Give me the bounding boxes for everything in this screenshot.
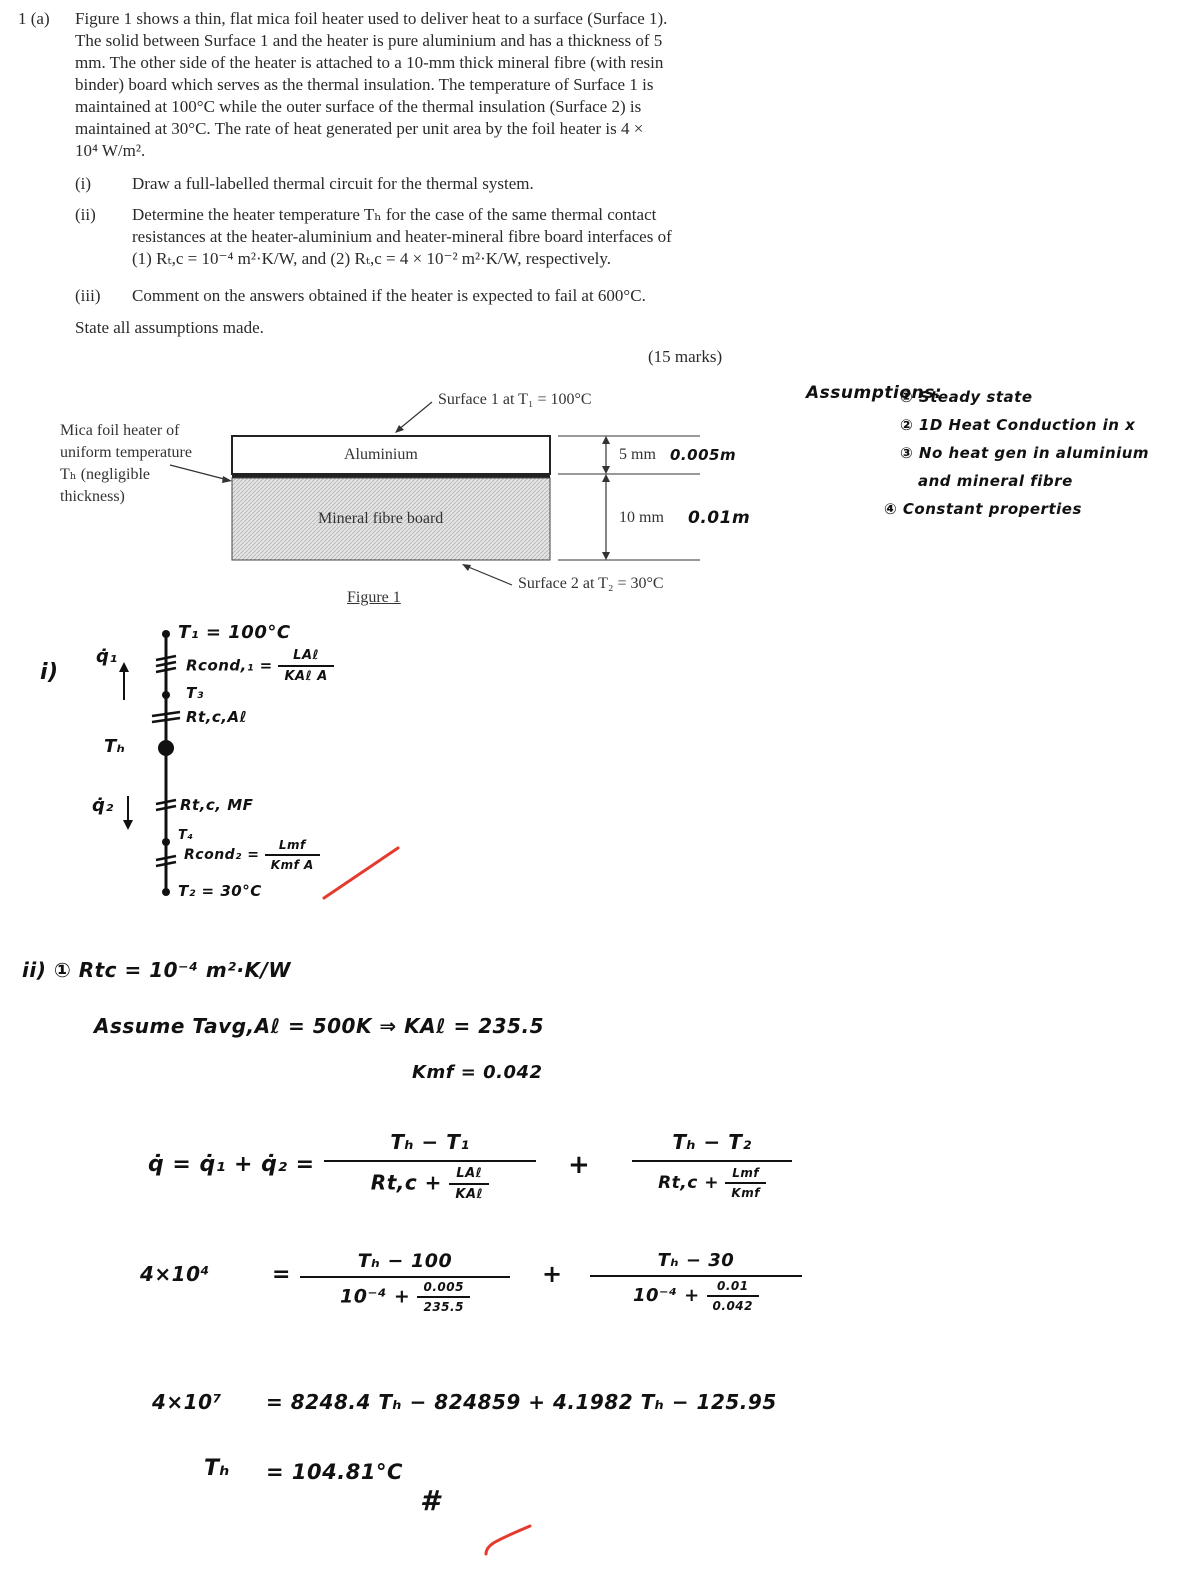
eq2-den2: 10⁻⁴ + xyxy=(632,1285,700,1306)
eq2-den2-row xyxy=(590,1277,802,1313)
assumptions-note: State all assumptions made. xyxy=(75,318,264,337)
eq2-den1: 10⁻⁴ + xyxy=(340,1285,411,1308)
circuit-q1: q̇₁ xyxy=(96,646,118,667)
eq2-den1-row xyxy=(300,1278,510,1314)
intro-line: 10⁴ W/m². xyxy=(75,141,146,160)
eq2-fraction-1 xyxy=(300,1250,510,1314)
rcond1-text: Rcond,₁ = xyxy=(186,656,273,675)
eq3-right: = 8248.4 Tₕ − 824859 + 4.1982 Tₕ − 125.95 xyxy=(266,1390,777,1414)
intro-line: maintained at 100°C while the outer surface of the thermal insulation (Surface 2) is xyxy=(75,97,642,116)
eq1-den2-den: Kmf xyxy=(731,1186,760,1200)
part-ii-number: (ii) xyxy=(75,205,96,224)
circuit-t4: T₄ xyxy=(178,828,194,843)
intro-line: Figure 1 shows a thin, flat mica foil heater used to deliver heat to a surface (Surface 1). xyxy=(75,9,668,28)
figure-caption: Figure 1 xyxy=(347,589,401,606)
surface-1-label: Surface 1 at T₁ = 100°C xyxy=(438,391,592,408)
rcond2-num: Lmf xyxy=(265,838,320,856)
eq1-fraction-1 xyxy=(324,1130,536,1202)
eq2-den1-den: 235.5 xyxy=(423,1300,464,1314)
dimension-aluminium: 5 mm xyxy=(619,446,656,463)
circuit-rtc-al: Rt,c,Aℓ xyxy=(186,708,248,726)
surface-2-label: Surface 2 at T₂ = 30°C xyxy=(518,575,664,592)
eq1-den2-row xyxy=(632,1162,792,1200)
heater-label-line: uniform temperature xyxy=(60,444,192,461)
circuit-rtc-mf: Rt,c, MF xyxy=(180,796,254,814)
intro-line: mm. The other side of the heater is attached to a 10-mm thick mineral fibre (with resin xyxy=(75,53,664,72)
eq4-result: = 104.81°C xyxy=(266,1460,403,1484)
question-intro xyxy=(75,8,755,162)
rcond1-den: KAℓ A xyxy=(284,669,328,684)
kmf-value: Kmf = 0.042 xyxy=(412,1062,543,1083)
intro-line: The solid between Surface 1 and the heater is pure aluminium and has a thickness of 5 xyxy=(75,31,663,50)
part-i-label: i) xyxy=(40,660,59,685)
heater-label xyxy=(60,420,192,508)
eq4-left: Tₕ xyxy=(204,1456,231,1481)
heater-label-line: Tₕ (negligible xyxy=(60,466,151,483)
part-ii-line: resistances at the heater-aluminium and heater-mineral fibre board interfaces of xyxy=(132,227,672,246)
eq2-num1: Tₕ − 100 xyxy=(300,1250,510,1278)
eq2-fraction-2 xyxy=(590,1250,802,1313)
eq1-den1: Rt,c + xyxy=(370,1170,442,1195)
grader-tick-mark-2 xyxy=(480,1520,540,1560)
mineral-fibre-label: Mineral fibre board xyxy=(318,510,444,527)
eq2-left: 4×10⁴ xyxy=(140,1262,210,1286)
part-ii-line: Determine the heater temperature Tₕ for the case of the same thermal contact xyxy=(132,205,657,224)
intro-line: binder) board which serves as the thermal insulation. The temperature of Surface 1 is xyxy=(75,75,654,94)
part-i-number: (i) xyxy=(75,174,92,193)
dim-al-note: 0.005m xyxy=(670,446,737,464)
question-number: 1 (a) xyxy=(18,9,50,28)
circuit-t2: T₂ = 30°C xyxy=(178,882,262,900)
part-ii-assume: Assume Tavg,Aℓ = 500K ⇒ KAℓ = 235.5 xyxy=(94,1014,544,1038)
eq1-plus: + xyxy=(568,1150,591,1180)
eq1-left: q̇ = q̇₁ + q̇₂ = xyxy=(148,1152,315,1177)
assumption-item: and mineral fibre xyxy=(918,472,1073,490)
eq1-fraction-2 xyxy=(632,1130,792,1200)
rcond1-num: LAℓ xyxy=(278,648,333,667)
assumption-item: ② 1D Heat Conduction in x xyxy=(900,416,1136,434)
assumption-item: ① Steady state xyxy=(900,388,1033,406)
heater-label-line: Mica foil heater of xyxy=(60,422,180,439)
circuit-rcond2 xyxy=(184,838,320,872)
rcond2-text: Rcond₂ = xyxy=(184,847,260,863)
circuit-t1: T₁ = 100°C xyxy=(178,622,291,643)
aluminium-label: Aluminium xyxy=(344,446,418,463)
rcond2-den: Kmf A xyxy=(270,858,314,872)
eq1-num2: Tₕ − T₂ xyxy=(632,1130,792,1162)
eq1-den2-fraction xyxy=(725,1166,766,1200)
eq1-den2: Rt,c + xyxy=(658,1173,719,1193)
rcond2-fraction xyxy=(265,838,320,872)
rcond1-fraction xyxy=(278,648,333,684)
part-ii-line: (1) Rₜ,c = 10⁻⁴ m²·K/W, and (2) Rₜ,c = 4 × 10⁻² m²·K/W, respectively. xyxy=(132,249,612,268)
eq2-equals: = xyxy=(272,1262,291,1287)
intro-line: maintained at 30°C. The rate of heat generated per unit area by the foil heater is 4 × xyxy=(75,119,644,138)
circuit-rcond1 xyxy=(186,648,334,684)
eq1-den2-num: Lmf xyxy=(725,1166,766,1184)
eq1-den1-den: KAℓ xyxy=(455,1187,484,1202)
eq2-den2-den: 0.042 xyxy=(712,1299,754,1313)
assumption-item: ③ No heat gen in aluminium xyxy=(900,444,1150,462)
part-iii-number: (iii) xyxy=(75,286,101,305)
eq3-left: 4×10⁷ xyxy=(152,1390,222,1414)
eq1-den1-fraction xyxy=(449,1166,489,1202)
part-i-text: Draw a full-labelled thermal circuit for the thermal system. xyxy=(132,174,534,193)
eq2-plus: + xyxy=(542,1260,563,1288)
eq1-num1: Tₕ − T₁ xyxy=(324,1130,536,1162)
final-answer-mark: # xyxy=(420,1484,440,1517)
circuit-th: Tₕ xyxy=(104,736,126,757)
dimension-mineral-fibre: 10 mm xyxy=(619,509,664,526)
eq2-den2-fraction xyxy=(707,1279,759,1313)
eq1-den1-num: LAℓ xyxy=(449,1166,489,1185)
grader-tick-mark xyxy=(320,842,404,902)
assumption-item: ④ Constant properties xyxy=(884,500,1082,518)
part-iii-text: Comment on the answers obtained if the heater is expected to fail at 600°C. xyxy=(132,286,646,305)
part-ii-line1: ii) ① Rtc = 10⁻⁴ m²·K/W xyxy=(22,958,291,982)
eq2-den1-fraction xyxy=(417,1280,469,1314)
eq2-num2: Tₕ − 30 xyxy=(590,1250,802,1277)
eq2-den2-num: 0.01 xyxy=(707,1279,759,1297)
circuit-t3: T₃ xyxy=(186,684,204,702)
heater-label-line: thickness) xyxy=(60,488,125,505)
circuit-q2: q̇₂ xyxy=(92,795,114,816)
eq1-den1-row xyxy=(324,1162,536,1202)
assumptions-list xyxy=(884,383,1150,523)
part-ii-text xyxy=(132,204,752,270)
assumptions-title: Assumptions: xyxy=(806,383,943,403)
dim-mf-note: 0.01m xyxy=(688,508,751,528)
eq2-den1-num: 0.005 xyxy=(417,1280,469,1298)
marks: (15 marks) xyxy=(648,347,723,366)
